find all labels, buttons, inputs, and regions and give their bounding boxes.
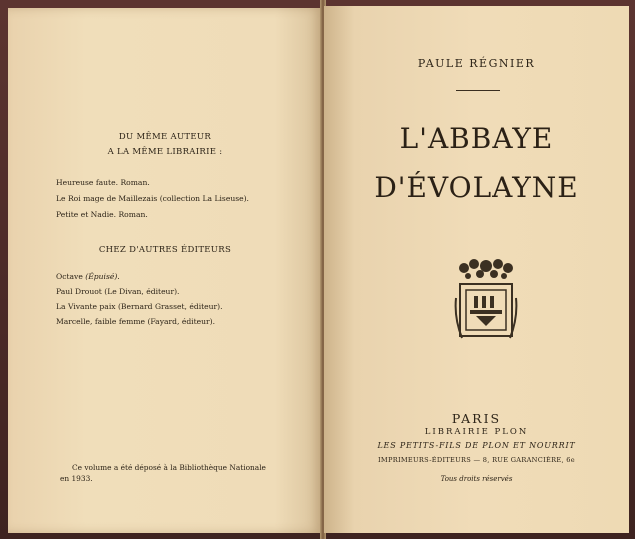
work-note: (collection La Liseuse).: [159, 194, 249, 203]
publisher-city: PARIS: [451, 411, 502, 426]
same-publisher-heading: A LA MÊME LIBRAIRIE :: [107, 147, 223, 157]
work-entry: [56, 287, 179, 296]
rights-notice: Tous droits réservés: [440, 475, 513, 483]
other-publishers-heading: CHEZ D'AUTRES ÉDITEURS: [98, 245, 232, 255]
left-page: [8, 8, 322, 533]
work-title: La Vivante paix: [56, 302, 116, 311]
publisher-emblem-icon: [454, 258, 518, 344]
work-entry: [56, 194, 249, 203]
book-title-line: L'ABBAYE: [399, 122, 554, 155]
publisher-address: IMPRIMEURS-ÉDITEURS — 8, RUE GARANCIÈRE, 6e: [378, 456, 575, 464]
work-entry: [56, 178, 150, 187]
work-title: Heureuse faute.: [56, 178, 119, 187]
same-author-heading: DU MÊME AUTEUR: [118, 132, 212, 142]
work-title: Paul Drouot: [56, 287, 102, 296]
work-note: (Épuisé).: [85, 272, 120, 281]
work-entry: [56, 272, 120, 281]
work-note: (Le Divan, éditeur).: [104, 287, 180, 296]
divider: [456, 90, 500, 91]
deposit-note-line: en 1933.: [60, 474, 93, 483]
work-title: Le Roi mage de Maillezais: [56, 194, 158, 203]
work-note: (Fayard, éditeur).: [147, 317, 216, 326]
title-page: [324, 6, 629, 533]
work-note: Roman.: [118, 210, 148, 219]
book-title-line: D'ÉVOLAYNE: [374, 171, 579, 204]
deposit-note: [60, 462, 310, 484]
publisher-successors: LES PETITS-FILS DE PLON ET NOURRIT: [377, 441, 576, 450]
work-note: (Bernard Grasset, éditeur).: [117, 302, 223, 311]
work-entry: [56, 210, 148, 219]
author-name: PAULE RÉGNIER: [417, 57, 536, 70]
work-title: Petite et Nadie.: [56, 210, 117, 219]
publisher-name: LIBRAIRIE PLON: [424, 427, 529, 437]
work-entry: [56, 317, 215, 326]
work-title: Marcelle, faible femme: [56, 317, 146, 326]
work-note: Roman.: [120, 178, 150, 187]
work-entry: [56, 302, 223, 311]
work-title: Octave: [56, 272, 83, 281]
deposit-note-line: Ce volume a été déposé à la Bibliothèque Nationale: [72, 463, 266, 472]
